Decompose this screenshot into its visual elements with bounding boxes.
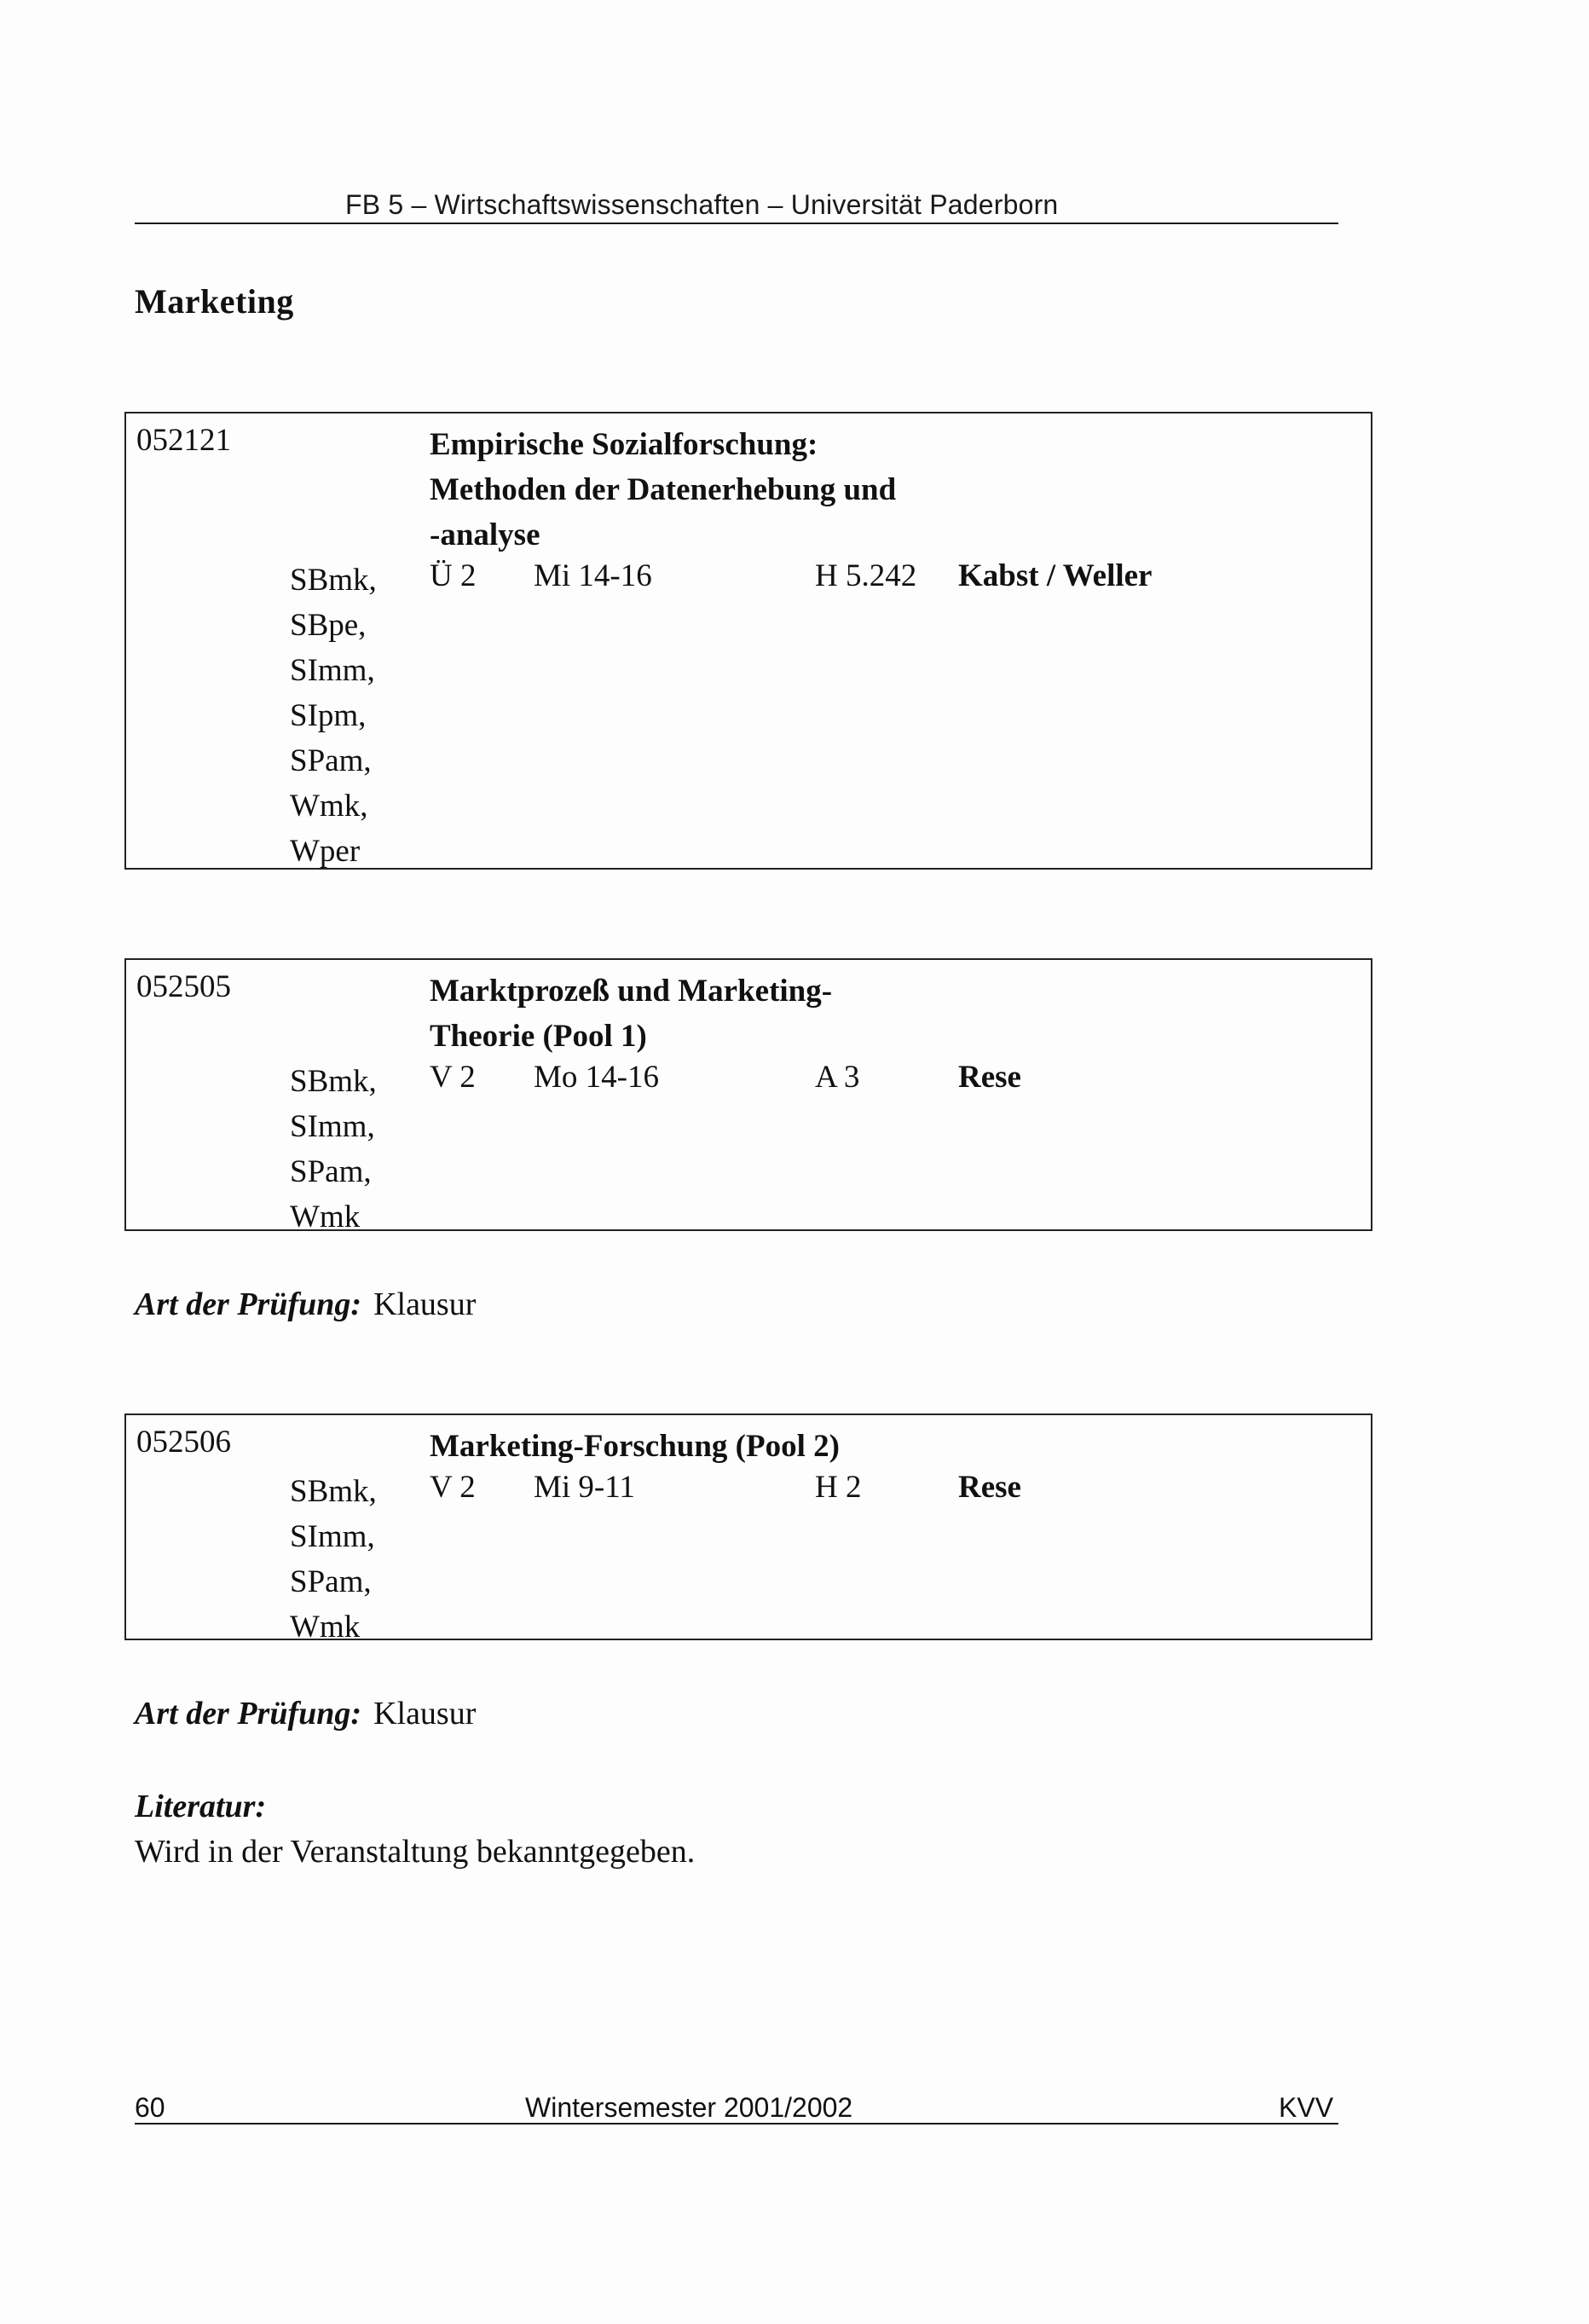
course-type: V 2	[430, 1470, 476, 1505]
course-room: H 2	[815, 1470, 862, 1505]
footer-divider	[135, 2123, 1338, 2125]
course-time: Mo 14-16	[534, 1060, 659, 1095]
exam-info-052505	[135, 1286, 476, 1323]
header-divider	[135, 223, 1338, 224]
module-code: SImm,	[290, 1519, 375, 1554]
course-title-line: Marktprozeß und Marketing-	[430, 974, 833, 1009]
module-code: SBpe,	[290, 608, 367, 643]
course-entry-052121	[124, 412, 1372, 870]
course-number: 052121	[136, 423, 231, 458]
module-list	[290, 1469, 377, 1650]
module-code: SIpm,	[290, 698, 367, 733]
module-list	[290, 558, 377, 874]
section-title: Marketing	[135, 282, 294, 321]
module-code: SBmk,	[290, 1474, 377, 1509]
module-code: SImm,	[290, 653, 375, 688]
exam-label: Art der Prüfung:	[135, 1696, 362, 1731]
course-time: Mi 14-16	[534, 558, 652, 593]
course-title-line: Methoden der Datenerhebung und	[430, 472, 897, 507]
module-list	[290, 1059, 377, 1240]
course-room: A 3	[815, 1060, 860, 1095]
page-header: FB 5 – Wirtschaftswissenschaften – Universität Paderborn	[345, 189, 1059, 220]
module-code: Wmk	[290, 1200, 361, 1234]
module-code: Wper	[290, 834, 361, 869]
module-code: SBmk,	[290, 563, 377, 598]
course-title-line: -analyse	[430, 517, 540, 552]
course-title	[430, 968, 1197, 1059]
footer-label: KVV	[1279, 2092, 1334, 2123]
course-number: 052506	[136, 1425, 231, 1460]
course-title-line: Marketing-Forschung (Pool 2)	[430, 1429, 840, 1464]
exam-label: Art der Prüfung:	[135, 1286, 362, 1322]
exam-value: Klausur	[373, 1696, 477, 1731]
course-type: V 2	[430, 1060, 476, 1095]
module-code: SPam,	[290, 743, 372, 778]
course-lecturer: Rese	[958, 1060, 1021, 1095]
course-number: 052505	[136, 969, 231, 1004]
course-title-line: Empirische Sozialforschung:	[430, 427, 818, 462]
module-code: Wmk	[290, 1610, 361, 1645]
course-lecturer: Rese	[958, 1470, 1021, 1505]
course-title	[430, 422, 1197, 558]
module-code: SPam,	[290, 1154, 372, 1189]
course-entry-052506	[124, 1413, 1372, 1645]
exam-value: Klausur	[373, 1286, 477, 1322]
course-lecturer: Kabst / Weller	[958, 558, 1153, 593]
course-title-line: Theorie (Pool 1)	[430, 1019, 647, 1054]
course-room: H 5.242	[815, 558, 917, 593]
course-title	[430, 1424, 1197, 1469]
module-code: SImm,	[290, 1109, 375, 1144]
page-number: 60	[135, 2092, 165, 2123]
course-type: Ü 2	[430, 558, 477, 593]
module-code: SBmk,	[290, 1064, 377, 1099]
course-time: Mi 9-11	[534, 1470, 635, 1505]
literature-text: Wird in der Veranstaltung bekanntgegeben.	[135, 1834, 696, 1870]
footer-semester: Wintersemester 2001/2002	[525, 2092, 853, 2123]
module-code: Wmk,	[290, 789, 368, 824]
exam-info-052506	[135, 1695, 476, 1732]
course-entry-052505	[124, 958, 1372, 1234]
module-code: SPam,	[290, 1564, 372, 1599]
literature-heading: Literatur:	[135, 1789, 267, 1824]
